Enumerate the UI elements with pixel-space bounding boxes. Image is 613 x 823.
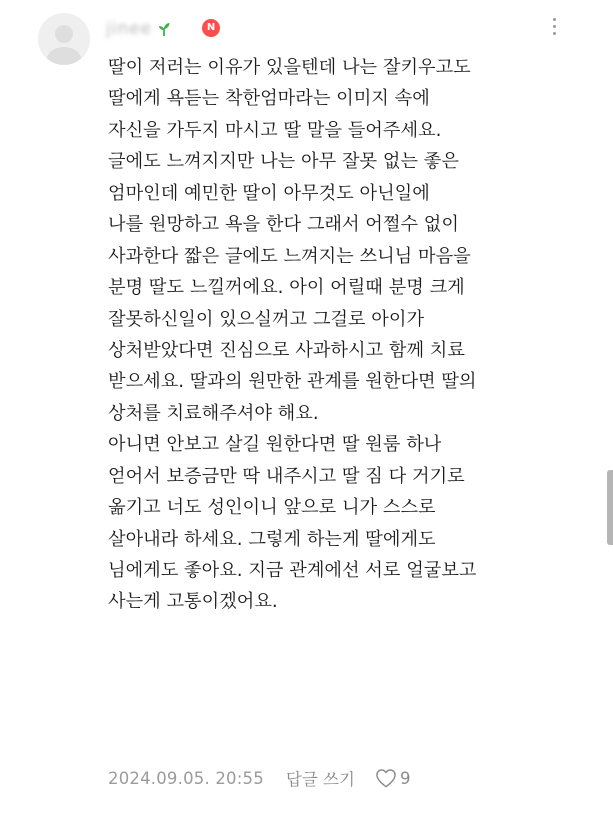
comment-date: 2024.09.05. 20:55 <box>108 768 264 788</box>
comment-line: 잘못하신일이 있으실꺼고 그걸로 아이가 <box>108 308 425 330</box>
avatar[interactable] <box>38 13 90 65</box>
sprout-icon <box>158 21 170 37</box>
scrollbar-thumb[interactable] <box>607 470 613 545</box>
comment-line: 딸에게 욕듣는 착한엄마라는 이미지 속에 <box>108 88 430 110</box>
comment-line: 나를 원망하고 욕을 한다 그래서 어쩔수 없이 <box>108 214 459 236</box>
comment-line: 글에도 느껴지지만 나는 아무 잘못 없는 좋은 <box>108 151 459 173</box>
author-name: jinee <box>106 19 153 39</box>
comment-line: 자신을 가두지 마시고 딸 말을 들어주세요. <box>108 119 442 141</box>
comment-line: 살아내라 하세요. 그렇게 하는게 딸에게도 <box>108 528 436 550</box>
new-badge: N <box>202 19 220 37</box>
more-options-button[interactable] <box>548 16 560 40</box>
comment-line: 상처받았다면 진심으로 사과하시고 함께 치료 <box>108 339 465 361</box>
comment-line: 엄마인데 예민한 딸이 아무것도 아닌일에 <box>108 182 430 204</box>
comment-line: 분명 딸도 느낄꺼에요. 아이 어릴때 분명 크게 <box>108 277 465 299</box>
like-count: 9 <box>399 768 411 788</box>
default-avatar-icon <box>38 13 90 65</box>
like-button[interactable] <box>375 768 411 788</box>
comment-line: 상처를 치료해주셔야 해요. <box>108 402 319 424</box>
heart-outline-icon <box>375 768 397 788</box>
comment-body <box>108 52 588 618</box>
more-vertical-icon <box>548 18 560 35</box>
comment-line: 사는게 고통이겠어요. <box>108 591 278 613</box>
comment-line: 딸이 저러는 이유가 있을텐데 나는 잘키우고도 <box>108 57 471 78</box>
comment-line: 사과한다 짧은 글에도 느껴지는 쓰니님 마음을 <box>108 245 471 267</box>
comment-line: 얻어서 보증금만 딱 내주시고 딸 짐 다 거기로 <box>108 465 465 487</box>
comment-line: 아니면 안보고 살길 원한다면 딸 원룸 하나 <box>108 434 442 456</box>
comment-line: 옮기고 너도 성인이니 앞으로 니가 스스로 <box>108 497 436 519</box>
comment-line: 받으세요. 딸과의 원만한 관계를 원한다면 딸의 <box>108 371 477 393</box>
author-nickname[interactable] <box>106 18 170 40</box>
comment-line: 님에게도 좋아요. 지금 관계에선 서로 얼굴보고 <box>108 560 477 581</box>
comment-meta <box>108 764 410 792</box>
reply-button[interactable]: 답글 쓰기 <box>285 770 355 789</box>
